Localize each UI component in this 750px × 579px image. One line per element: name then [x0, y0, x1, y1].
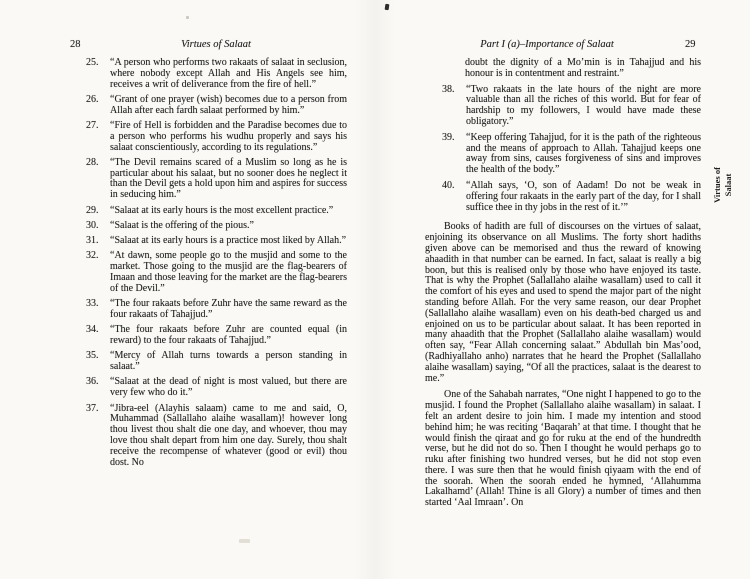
item-text: “Two rakaats in the late hours of the night are more valuable than all the riches of this world. But for fear of hardship to my followers, I would have made these obligatory.” [466, 83, 701, 127]
page-number-left: 28 [70, 39, 81, 50]
hadith-item [86, 221, 347, 232]
hadith-item [86, 251, 347, 294]
body-paragraph: One of the Sahabah narrates, “One night I happened to go to the musjid. I found the Prophet (Sallallaho alaihe wasallam) in salaat. I felt an ardent desire to join him. I made my intention and stood behind him; he was reciting ‘Baqarah’ at that time. I thought that he would finish the qiraat and go for ruku at the end of the hundredth verse, but he did not do so. Then I thought he would perhaps go to ruku after finishing two hundred verses, but he did not stop even there. I was sure then that he would finish qiyaam with the end of the soorah. When the soorah ended he hymned, ‘Allahumma Lakalhamd’ (Allah! Thine is all Glory) a number of times and then started ‘Aal Imraan’. On [425, 389, 701, 509]
continuation-text: doubt the dignity of a Mo’min is in Tahajjud and his honour is in contentment and restraint.” [465, 57, 701, 79]
hadith-item [86, 158, 347, 201]
hadith-item [442, 133, 701, 176]
item-number: 30. [86, 219, 99, 231]
hadith-item [86, 351, 347, 373]
item-number: 39. [442, 131, 455, 143]
side-tab-line2: Salaat [722, 173, 733, 197]
item-number: 25. [86, 57, 99, 68]
item-text: “The four rakaats before Zuhr have the same reward as the four rakaats of Tahajjud.” [110, 298, 347, 320]
item-number: 36. [86, 376, 99, 388]
item-text: “Salaat at the dead of night is most valued, but there are very few who do it.” [110, 376, 347, 399]
item-number: 37. [86, 402, 99, 414]
hadith-item [86, 404, 347, 469]
item-text: “Fire of Hell is forbidden and the Paradise becomes due to a person who performs his wudhu properly and says his salaat conscientiously, according to its regulations.” [110, 119, 347, 153]
page-content-right [425, 58, 701, 515]
item-text: “Allah says, ‘O, son of Aadam! Do not be weak in offering four rakaats in the early part of the day, for I shall suffice thee in thy jobs in the rest of it.’” [466, 179, 701, 213]
hadith-list-left [86, 58, 347, 473]
item-number: 27. [86, 119, 99, 131]
side-tab-line1: Virtues of [712, 167, 722, 203]
item-text: “A person who performs two rakaats of salaat in seclusion, where nobody except Allah and His Angels see him, receives a writ of deliverance from the fire of hell.” [110, 57, 347, 90]
body-paragraph: Books of hadith are full of discourses on the virtues of salaat, enjoining its observance on all Muslims. The forty short hadiths given above can be memorised and thus the reward of knowing ahaadith in that number can be earned. In fact, salaat is really a big boon, but this is realised only by those who have enjoyed its taste. That is why the Prophet (Sallallaho alaihe wasallam) used to call it the comfort of his eyes and used to spend the major part of the night standing before Allah. For the very same reason, our dear Prophet (Sallallaho alaihe wasallam) even on his death-bed charged us and enjoined on us to be particular about salaat. It has been reported in many ahaadith that the Prophet (Sallallaho alaihe wasallam) would often say, “Fear Allah concerning salaat.” Abdullah bin Mas’ood, (Radhiyallaho anho) narrates that he heard the Prophet (Sallallaho alaihe wasallam) saying, “Of all the practices, salaat is the dearest to me.” [425, 221, 701, 384]
item-text: “At dawn, some people go to the musjid and some to the market. Those going to the musjid are the flag-bearers of Imaan and those leaving for the market are the flag-bearers of the Devil.” [110, 250, 347, 294]
item-number: 32. [86, 250, 99, 262]
hadith-item [86, 299, 347, 321]
hadith-item [442, 85, 701, 128]
hadith-item [86, 377, 347, 399]
item-text: “Keep offering Tahajjud, for it is the path of the righteous and the means of approach to Allah. Tahajjud keeps one away from sins, causes forgiveness of sins and improves the health of the body.” [466, 131, 701, 176]
page-number-right: 29 [685, 39, 696, 50]
item-number: 34. [86, 324, 99, 336]
item-number: 31. [86, 235, 99, 247]
hadith-item [86, 121, 347, 153]
item-text: “Jibra-eel (Alayhis salaam) came to me and said, O, Muhammad (Sallallaho alaihe wasallam)! however long thou livest thou shalt die one day, and whoever, thou may love thou shalt depart from him one day. Surely, thou shalt receive the recompense of whatever (good or evil) thou dost. No [110, 402, 347, 468]
hadith-item [86, 95, 347, 117]
side-tab-virtues-of-salaat [712, 155, 738, 215]
running-header-left: Virtues of Salaat [181, 39, 251, 50]
item-text: “Grant of one prayer (wish) becomes due to a person from Allah after each fardh salaat performed by him.” [110, 93, 347, 116]
item-number: 40. [442, 179, 455, 191]
item-number: 33. [86, 298, 99, 310]
item-number: 29. [86, 204, 99, 216]
item-text: “Salaat is the offering of the pious.” [110, 219, 254, 231]
hadith-item [86, 236, 347, 247]
running-header-right: Part I (a)–Importance of Salaat [480, 39, 614, 50]
item-text: “Salaat at its early hours is the most excellent practice.” [110, 204, 334, 216]
item-number: 35. [86, 350, 99, 362]
hadith-item [442, 181, 701, 213]
item-number: 26. [86, 93, 99, 105]
item-number: 38. [442, 83, 455, 95]
item-number: 28. [86, 156, 99, 168]
item-text: “Salaat at its early hours is a practice most liked by Allah.” [110, 235, 347, 247]
hadith-item [86, 325, 347, 347]
item-text: “The Devil remains scared of a Muslim so long as he is particular about his salaat, but no sooner does he neglect it than the Devil gets a hold upon him and aspires for success in seducing him.” [110, 156, 347, 201]
hadith-item [86, 206, 347, 217]
hadith-item [86, 58, 347, 90]
item-text: “The four rakaats before Zuhr are counted equal (in reward) to the four rakaats of Tahajjud.” [110, 324, 347, 347]
page-right [375, 0, 750, 579]
item-text: “Mercy of Allah turns towards a person standing in salaat.” [110, 350, 347, 373]
